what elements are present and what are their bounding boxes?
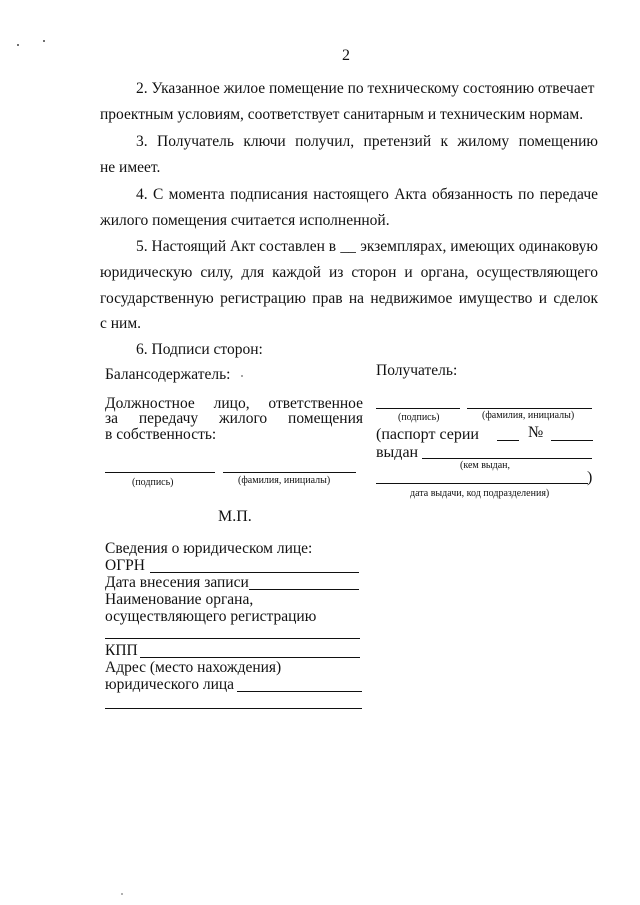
stamp-placeholder: М.П.	[218, 508, 252, 525]
record-date-label: Дата внесения записи	[105, 574, 249, 591]
scan-speck	[43, 40, 45, 42]
address-line	[237, 691, 362, 692]
recipient-signature-caption: (подпись)	[398, 412, 440, 423]
paragraph-5-line-2: юридическую силу, для каждой из сторон и органа, осуществляющего	[100, 264, 598, 281]
recipient-name-line	[467, 408, 592, 409]
issued-by-caption: (кем выдан,	[460, 460, 511, 471]
holder-name-caption: (фамилия, инициалы)	[238, 475, 331, 486]
copies-count-blank: __	[340, 238, 356, 255]
passport-series-label: (паспорт серии	[376, 426, 479, 443]
official-line-2: за передачу жилого помещения	[105, 410, 363, 427]
ogrn-line	[150, 572, 359, 573]
paragraph-2-line-1: 2. Указанное жилое помещение по техническому состоянию отвечает	[136, 80, 595, 97]
passport-series-line	[497, 440, 519, 441]
organ-label-line-1: Наименование органа,	[105, 591, 254, 608]
paragraph-4-line-1: 4. С момента подписания настоящего Акта обязанность по передаче	[136, 186, 598, 203]
address-line-2	[105, 708, 362, 709]
organ-line	[105, 638, 360, 639]
scan-speck	[17, 44, 19, 46]
recipient-label: Получатель:	[376, 362, 458, 379]
paragraph-5-line-4: с ним.	[100, 315, 142, 332]
organ-label-line-2: осуществляющего регистрацию	[105, 608, 317, 625]
address-label-line-2: юридического лица	[105, 676, 235, 693]
passport-number-sign: №	[528, 424, 544, 441]
page-number: 2	[342, 47, 350, 64]
official-line-3: в собственность:	[105, 426, 217, 443]
issued-label: выдан	[376, 444, 419, 461]
paragraph-5-line-1: 5. Настоящий Акт составлен в __ экземплярах, имеющих одинаковую	[136, 238, 598, 255]
scan-speck	[241, 375, 243, 377]
balance-holder-label: Балансодержатель:	[105, 366, 231, 383]
kpp-line	[140, 657, 360, 658]
ogrn-label: ОГРН	[105, 557, 145, 574]
paragraph-3-line-1: 3. Получатель ключи получил, претензий к жилому помещению	[136, 133, 598, 150]
issued-by-line	[422, 458, 592, 459]
paragraph-6: 6. Подписи сторон:	[136, 341, 263, 358]
paragraph-4-line-2: жилого помещения считается исполненной.	[100, 212, 390, 229]
issue-date-caption: дата выдачи, код подразделения)	[410, 488, 550, 499]
issue-date-line	[376, 483, 588, 484]
closing-paren: )	[587, 469, 593, 486]
recipient-signature-line	[376, 408, 460, 409]
address-label-line-1: Адрес (место нахождения)	[105, 659, 282, 676]
recipient-name-caption: (фамилия, инициалы)	[482, 410, 575, 421]
passport-number-line	[551, 440, 593, 441]
holder-name-line	[223, 472, 356, 473]
scan-speck	[121, 893, 123, 895]
holder-signature-line	[105, 472, 215, 473]
holder-signature-caption: (подпись)	[132, 477, 174, 488]
paragraph-5-line-3: государственную регистрацию прав на недвижимое имущество и сделок	[100, 290, 598, 307]
kpp-label: КПП	[105, 642, 138, 659]
paragraph-2-line-2: проектным условиям, соответствует санитарным и техническим нормам.	[100, 106, 584, 123]
legal-entity-title: Сведения о юридическом лице:	[105, 540, 313, 557]
official-line-1: Должностное лицо, ответственное	[105, 395, 363, 412]
paragraph-3-line-2: не имеет.	[100, 159, 161, 176]
record-date-line	[249, 589, 359, 590]
